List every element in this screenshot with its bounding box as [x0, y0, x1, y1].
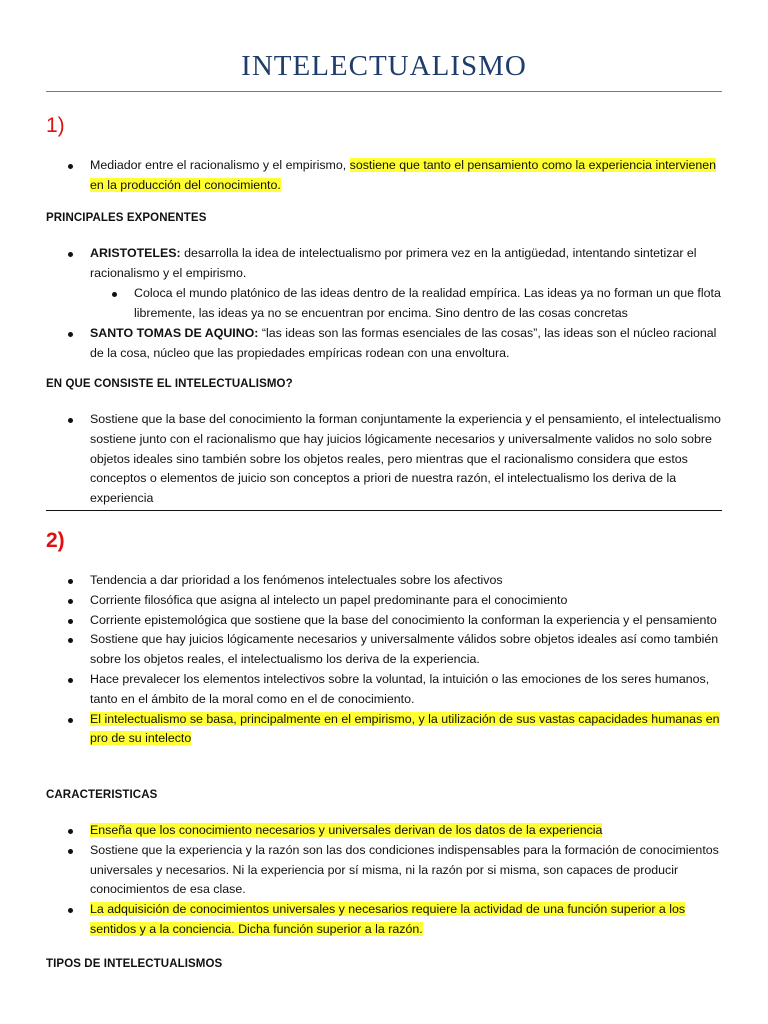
list-item — [46, 710, 726, 750]
exponent-description: “las ideas son las formas esenciales de las cosas”, las ideas son el núcleo racional de la cosa, núcleo que las propiedades empíricas rodean con una envoltura. — [90, 326, 717, 360]
item-text: Hace prevalecer los elementos intelectivos sobre la voluntad, la intuición o las emociones de los seres humanos, tanto en el ámbito de la moral como en el de conocimiento. — [90, 671, 710, 706]
exponents-list — [46, 244, 726, 284]
item-highlight-text: El intelectualismo se basa, principalmente en el empirismo, y la utilización de sus vastas capacidades humanas en pro de su intelecto — [90, 711, 720, 746]
list-item — [46, 821, 726, 841]
list-item — [46, 410, 726, 509]
section-number-2: 2) — [46, 529, 65, 552]
title-underline — [46, 91, 722, 92]
list-item — [46, 670, 726, 710]
item-highlight-text: La adquisición de conocimientos universales y necesarios requiere la actividad de una función superior a los sentidos y a la conciencia. Dicha función superior a la razón. — [90, 902, 686, 936]
page-title: INTELECTUALISMO — [241, 50, 527, 82]
item-text: Corriente filosófica que asigna al intelecto un papel predominante para el conocimiento — [90, 592, 568, 607]
consiste-heading: EN QUE CONSISTE EL INTELECTUALISMO? — [46, 378, 293, 390]
item-text: Sostiene que hay juicios lógicamente necesarios y universalmente válidos sobre objetos ideales así como también sobre los objetos reales, el intelectualismo los deriva de la experiencia. — [90, 632, 719, 667]
section2-list — [46, 571, 726, 749]
tipos-heading: TIPOS DE INTELECTUALISMOS — [46, 958, 223, 970]
exponents-heading: PRINCIPALES EXPONENTES — [46, 212, 207, 224]
caracteristicas-heading: CARACTERISTICAS — [46, 789, 158, 801]
list-item — [46, 156, 726, 196]
item-text: Tendencia a dar prioridad a los fenómenos intelectuales sobre los afectivos — [90, 573, 503, 587]
consiste-list — [46, 410, 726, 509]
intro-list — [46, 156, 726, 196]
intro-highlight-text: sostiene que tanto el pensamiento como la experiencia intervienen en la producción del conocimiento. — [90, 158, 717, 192]
consiste-text: Sostiene que la base del conocimiento la forman conjuntamente la experiencia y el pensamiento, el intelectualismo sostiene junto con el racionalismo que hay juicios lógicamente necesarios y universalmente validos no solo sobre objetos ideales sino también sobre los objetos reales, pero mientras que el racionalismo considera que estos conceptos o elementos de juicio son conceptos a priori de nuestra razón, el intelectualismo los deriva de la experiencia — [90, 412, 721, 506]
list-item — [46, 611, 726, 631]
exponent-name: SANTO TOMAS DE AQUINO: — [90, 326, 259, 340]
list-item — [46, 571, 726, 591]
list-item — [46, 841, 726, 900]
list-item — [46, 630, 726, 670]
intro-plain-text: Mediador entre el racionalismo y el empirismo, — [90, 158, 350, 172]
caracteristicas-list — [46, 821, 726, 940]
exponents-list-2 — [46, 324, 726, 364]
section-number-1: 1) — [46, 114, 65, 137]
list-item — [46, 244, 726, 284]
list-item — [46, 591, 726, 611]
list-item — [90, 284, 726, 324]
exponent-name: ARISTOTELES: — [90, 246, 181, 260]
item-text: Corriente epistemológica que sostiene que la base del conocimiento la conforman la experiencia y el pensamiento — [90, 612, 717, 627]
section-divider — [46, 510, 722, 511]
item-text: Sostiene que la experiencia y la razón son las dos condiciones indispensables para la formación de conocimientos universales y necesarios. Ni la experiencia por sí misma, ni la razón por si misma, son capaces de producir conocimientos de esa clase. — [90, 842, 719, 897]
list-item — [46, 324, 726, 364]
item-highlight-text: Enseña que los conocimiento necesarios y universales derivan de los datos de la experiencia — [90, 823, 603, 837]
list-item — [46, 900, 726, 940]
aristoteles-sublist — [90, 284, 726, 324]
exponent-description: desarrolla la idea de intelectualismo por primera vez en la antigüedad, intentando sintetizar el racionalismo y el empirismo. — [90, 246, 697, 280]
sub-item-text: Coloca el mundo platónico de las ideas dentro de la realidad empírica. Las ideas ya no forman un que flota libremente, las ideas ya no se encuentran por encima. Sino dentro de las cosas concretas — [134, 286, 721, 320]
